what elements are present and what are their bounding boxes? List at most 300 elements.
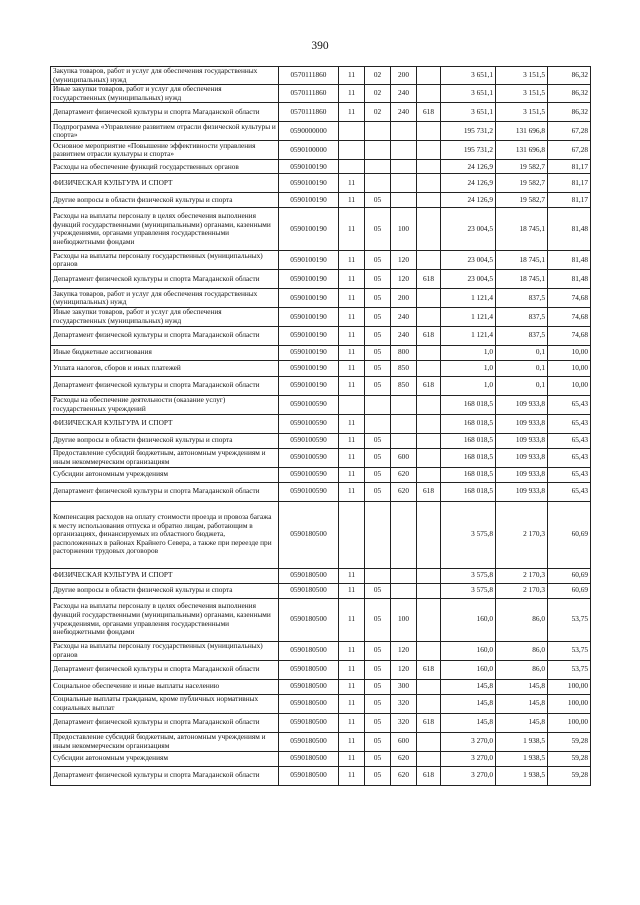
row-fact: 2 170,3 xyxy=(496,568,548,583)
row-percent: 86,32 xyxy=(548,67,591,85)
row-section: 11 xyxy=(339,467,365,482)
row-code: 0590180500 xyxy=(279,660,339,679)
table-row xyxy=(51,501,591,568)
row-name: Иные закупки товаров, работ и услуг для обеспечения государственных (муниципальных) нужд xyxy=(51,85,279,103)
row-name: Другие вопросы в области физической культуры и спорта xyxy=(51,193,279,208)
row-fact: 19 582,7 xyxy=(496,174,548,193)
row-admin-code xyxy=(417,345,441,360)
row-subsection: 05 xyxy=(365,433,391,448)
table-row xyxy=(51,766,591,785)
row-expense-type xyxy=(391,395,417,414)
row-section: 11 xyxy=(339,766,365,785)
row-percent: 65,43 xyxy=(548,414,591,433)
row-percent: 81,17 xyxy=(548,174,591,193)
row-percent: 53,75 xyxy=(548,641,591,660)
row-subsection: 05 xyxy=(365,448,391,467)
row-subsection: 05 xyxy=(365,376,391,395)
row-section: 11 xyxy=(339,345,365,360)
row-code: 0590100190 xyxy=(279,208,339,251)
row-section: 11 xyxy=(339,751,365,766)
row-expense-type: 100 xyxy=(391,598,417,641)
row-name: Департамент физической культуры и спорта Магаданской области xyxy=(51,482,279,501)
row-fact: 145,8 xyxy=(496,713,548,732)
row-section: 11 xyxy=(339,85,365,103)
row-percent: 10,00 xyxy=(548,345,591,360)
row-fact: 3 151,5 xyxy=(496,67,548,85)
row-admin-code xyxy=(417,448,441,467)
row-name: Департамент физической культуры и спорта Магаданской области xyxy=(51,270,279,289)
row-expense-type: 120 xyxy=(391,660,417,679)
table-row xyxy=(51,251,591,270)
row-admin-code: 618 xyxy=(417,660,441,679)
row-plan: 1,0 xyxy=(441,345,496,360)
row-section xyxy=(339,122,365,141)
table-row xyxy=(51,160,591,174)
row-expense-type: 620 xyxy=(391,482,417,501)
row-name: Расходы на выплаты персоналу в целях обеспечения выполнения функций государственными (муниципальными) органами, казенными учреждениями, органами управления государственными внебюджетными фондами xyxy=(51,598,279,641)
row-subsection: 05 xyxy=(365,208,391,251)
row-plan: 168 018,5 xyxy=(441,414,496,433)
row-expense-type: 320 xyxy=(391,694,417,713)
row-percent: 65,43 xyxy=(548,467,591,482)
row-section: 11 xyxy=(339,289,365,308)
row-plan: 3 270,0 xyxy=(441,732,496,751)
row-admin-code: 618 xyxy=(417,103,441,122)
row-fact: 3 151,5 xyxy=(496,103,548,122)
row-admin-code: 618 xyxy=(417,713,441,732)
row-code: 0590100000 xyxy=(279,141,339,160)
row-plan: 145,8 xyxy=(441,679,496,694)
row-subsection: 05 xyxy=(365,193,391,208)
row-admin-code: 618 xyxy=(417,270,441,289)
row-code: 0590100190 xyxy=(279,308,339,326)
row-section: 11 xyxy=(339,598,365,641)
table-row xyxy=(51,751,591,766)
row-name: Расходы на обеспечение деятельности (оказание услуг) государственных учреждений xyxy=(51,395,279,414)
row-percent: 65,43 xyxy=(548,395,591,414)
row-code: 0590100590 xyxy=(279,467,339,482)
row-name: Департамент физической культуры и спорта Магаданской области xyxy=(51,376,279,395)
row-expense-type: 120 xyxy=(391,251,417,270)
row-admin-code xyxy=(417,85,441,103)
row-code: 0590180500 xyxy=(279,713,339,732)
table-row xyxy=(51,122,591,141)
row-subsection: 05 xyxy=(365,345,391,360)
row-fact: 86,0 xyxy=(496,598,548,641)
table-row xyxy=(51,467,591,482)
row-section: 11 xyxy=(339,641,365,660)
table-row xyxy=(51,174,591,193)
row-admin-code xyxy=(417,208,441,251)
table-row xyxy=(51,376,591,395)
table-row xyxy=(51,568,591,583)
row-plan: 3 651,1 xyxy=(441,103,496,122)
row-expense-type: 850 xyxy=(391,376,417,395)
row-fact: 837,5 xyxy=(496,326,548,345)
row-name: ФИЗИЧЕСКАЯ КУЛЬТУРА И СПОРТ xyxy=(51,414,279,433)
row-percent: 81,48 xyxy=(548,270,591,289)
row-name: Иные закупки товаров, работ и услуг для обеспечения государственных (муниципальных) нужд xyxy=(51,308,279,326)
row-code: 0590000000 xyxy=(279,122,339,141)
row-section: 11 xyxy=(339,251,365,270)
row-subsection: 05 xyxy=(365,694,391,713)
row-code: 0590180500 xyxy=(279,501,339,568)
table-row xyxy=(51,713,591,732)
row-admin-code xyxy=(417,732,441,751)
row-subsection xyxy=(365,122,391,141)
row-expense-type xyxy=(391,160,417,174)
row-expense-type: 850 xyxy=(391,360,417,376)
row-plan: 168 018,5 xyxy=(441,433,496,448)
row-section: 11 xyxy=(339,376,365,395)
row-code: 0590100190 xyxy=(279,289,339,308)
row-fact: 86,0 xyxy=(496,660,548,679)
row-code: 0590100590 xyxy=(279,433,339,448)
row-expense-type: 600 xyxy=(391,448,417,467)
row-percent: 10,00 xyxy=(548,376,591,395)
row-percent: 86,32 xyxy=(548,85,591,103)
row-fact: 109 933,8 xyxy=(496,433,548,448)
row-admin-code xyxy=(417,360,441,376)
table-row xyxy=(51,448,591,467)
row-plan: 195 731,2 xyxy=(441,122,496,141)
row-fact: 109 933,8 xyxy=(496,448,548,467)
row-percent: 86,32 xyxy=(548,103,591,122)
row-fact: 837,5 xyxy=(496,308,548,326)
row-fact: 18 745,1 xyxy=(496,270,548,289)
row-fact: 1 938,5 xyxy=(496,732,548,751)
row-name: Компенсация расходов на оплату стоимости проезда и провоза багажа к месту использования отпуска и обратно лицам, работающим в организациях, финансируемых из областного бюджета, расположенных в районах Крайнего Севера, а также при переезде при расторжении трудовых договоров xyxy=(51,501,279,568)
row-plan: 1 121,4 xyxy=(441,326,496,345)
table-row xyxy=(51,395,591,414)
row-subsection: 05 xyxy=(365,467,391,482)
row-admin-code xyxy=(417,501,441,568)
row-percent: 67,28 xyxy=(548,141,591,160)
row-plan: 24 126,9 xyxy=(441,193,496,208)
row-fact: 3 151,5 xyxy=(496,85,548,103)
table-row xyxy=(51,433,591,448)
row-subsection: 02 xyxy=(365,103,391,122)
row-fact: 131 696,8 xyxy=(496,141,548,160)
row-plan: 3 575,8 xyxy=(441,568,496,583)
row-code: 0590100190 xyxy=(279,326,339,345)
row-subsection: 05 xyxy=(365,270,391,289)
row-admin-code xyxy=(417,414,441,433)
row-plan: 23 004,5 xyxy=(441,208,496,251)
row-admin-code xyxy=(417,679,441,694)
row-section: 11 xyxy=(339,568,365,583)
table-row xyxy=(51,641,591,660)
row-percent: 60,69 xyxy=(548,501,591,568)
row-fact: 109 933,8 xyxy=(496,395,548,414)
row-code: 0590100590 xyxy=(279,482,339,501)
row-expense-type xyxy=(391,122,417,141)
row-code: 0590180500 xyxy=(279,766,339,785)
row-percent: 100,00 xyxy=(548,694,591,713)
row-name: Уплата налогов, сборов и иных платежей xyxy=(51,360,279,376)
table-row xyxy=(51,345,591,360)
row-code: 0590180500 xyxy=(279,732,339,751)
row-expense-type: 120 xyxy=(391,270,417,289)
row-percent: 60,69 xyxy=(548,568,591,583)
row-subsection: 02 xyxy=(365,85,391,103)
row-section xyxy=(339,160,365,174)
table-row xyxy=(51,732,591,751)
row-section xyxy=(339,141,365,160)
row-admin-code xyxy=(417,598,441,641)
row-name: ФИЗИЧЕСКАЯ КУЛЬТУРА И СПОРТ xyxy=(51,568,279,583)
row-plan: 145,8 xyxy=(441,713,496,732)
row-percent: 81,17 xyxy=(548,160,591,174)
row-fact: 86,0 xyxy=(496,641,548,660)
row-fact: 1 938,5 xyxy=(496,766,548,785)
row-admin-code: 618 xyxy=(417,482,441,501)
row-fact: 2 170,3 xyxy=(496,583,548,598)
row-section: 11 xyxy=(339,679,365,694)
row-code: 0570111860 xyxy=(279,67,339,85)
row-subsection: 05 xyxy=(365,360,391,376)
row-name: Закупка товаров, работ и услуг для обеспечения государственных (муниципальных) нужд xyxy=(51,289,279,308)
row-name: Департамент физической культуры и спорта Магаданской области xyxy=(51,766,279,785)
row-code: 0590180500 xyxy=(279,679,339,694)
page-number: 390 xyxy=(311,40,329,52)
row-name: Расходы на выплаты персоналу государственных (муниципальных) органов xyxy=(51,251,279,270)
row-name: Субсидии автономным учреждениям xyxy=(51,467,279,482)
row-name: Субсидии автономным учреждениям xyxy=(51,751,279,766)
table-row xyxy=(51,141,591,160)
row-subsection xyxy=(365,395,391,414)
row-plan: 168 018,5 xyxy=(441,395,496,414)
row-plan: 1,0 xyxy=(441,376,496,395)
row-percent: 67,28 xyxy=(548,122,591,141)
table-row xyxy=(51,679,591,694)
row-fact: 2 170,3 xyxy=(496,501,548,568)
row-section xyxy=(339,395,365,414)
row-percent: 65,43 xyxy=(548,482,591,501)
row-section: 11 xyxy=(339,193,365,208)
table-row xyxy=(51,360,591,376)
row-section: 11 xyxy=(339,433,365,448)
row-percent: 65,43 xyxy=(548,433,591,448)
row-name: Предоставление субсидий бюджетным, автономным учреждениям и иным некоммерческим организациям xyxy=(51,448,279,467)
row-fact: 109 933,8 xyxy=(496,467,548,482)
row-name: Другие вопросы в области физической культуры и спорта xyxy=(51,583,279,598)
row-plan: 24 126,9 xyxy=(441,160,496,174)
table-row xyxy=(51,414,591,433)
table-row xyxy=(51,67,591,85)
row-admin-code xyxy=(417,141,441,160)
row-fact: 19 582,7 xyxy=(496,193,548,208)
table-row xyxy=(51,85,591,103)
row-expense-type xyxy=(391,568,417,583)
row-percent: 74,68 xyxy=(548,289,591,308)
row-section: 11 xyxy=(339,694,365,713)
row-subsection xyxy=(365,568,391,583)
row-plan: 3 575,8 xyxy=(441,501,496,568)
row-name: Расходы на выплаты персоналу в целях обеспечения выполнения функций государственными (муниципальными) органами, казенными учреждениями, органами управления государственными внебюджетными фондами xyxy=(51,208,279,251)
table-row xyxy=(51,694,591,713)
row-subsection: 05 xyxy=(365,482,391,501)
table-row xyxy=(51,270,591,289)
row-plan: 168 018,5 xyxy=(441,448,496,467)
row-expense-type: 240 xyxy=(391,85,417,103)
row-admin-code xyxy=(417,289,441,308)
row-admin-code xyxy=(417,467,441,482)
row-expense-type: 100 xyxy=(391,208,417,251)
row-fact: 18 745,1 xyxy=(496,251,548,270)
row-admin-code xyxy=(417,583,441,598)
row-plan: 145,8 xyxy=(441,694,496,713)
row-expense-type: 800 xyxy=(391,345,417,360)
row-subsection: 05 xyxy=(365,713,391,732)
row-expense-type: 620 xyxy=(391,467,417,482)
row-subsection: 05 xyxy=(365,583,391,598)
row-fact: 145,8 xyxy=(496,679,548,694)
row-admin-code xyxy=(417,568,441,583)
row-code: 0590180500 xyxy=(279,583,339,598)
row-section: 11 xyxy=(339,660,365,679)
row-plan: 3 270,0 xyxy=(441,751,496,766)
row-subsection: 05 xyxy=(365,326,391,345)
row-expense-type xyxy=(391,193,417,208)
row-expense-type: 240 xyxy=(391,308,417,326)
row-expense-type: 620 xyxy=(391,751,417,766)
row-code: 0590100190 xyxy=(279,251,339,270)
row-subsection: 05 xyxy=(365,751,391,766)
row-plan: 168 018,5 xyxy=(441,482,496,501)
row-name: ФИЗИЧЕСКАЯ КУЛЬТУРА И СПОРТ xyxy=(51,174,279,193)
row-name: Иные бюджетные ассигнования xyxy=(51,345,279,360)
table-row xyxy=(51,289,591,308)
row-subsection xyxy=(365,160,391,174)
row-name: Основное мероприятие «Повышение эффективности управления развитием отрасли культуры и спорта» xyxy=(51,141,279,160)
row-plan: 160,0 xyxy=(441,660,496,679)
row-admin-code xyxy=(417,395,441,414)
row-subsection: 05 xyxy=(365,251,391,270)
row-expense-type: 320 xyxy=(391,713,417,732)
row-code: 0590100590 xyxy=(279,448,339,467)
row-admin-code xyxy=(417,67,441,85)
row-admin-code: 618 xyxy=(417,326,441,345)
row-code: 0570111860 xyxy=(279,85,339,103)
row-code: 0570111860 xyxy=(279,103,339,122)
table-row xyxy=(51,208,591,251)
row-fact: 131 696,8 xyxy=(496,122,548,141)
row-subsection: 05 xyxy=(365,660,391,679)
table-row xyxy=(51,482,591,501)
row-code: 0590180500 xyxy=(279,751,339,766)
row-section: 11 xyxy=(339,448,365,467)
row-name: Подпрограмма «Управление развитием отрасли физической культуры и спорта» xyxy=(51,122,279,141)
row-admin-code xyxy=(417,433,441,448)
row-expense-type: 200 xyxy=(391,67,417,85)
row-admin-code xyxy=(417,160,441,174)
row-percent: 60,69 xyxy=(548,583,591,598)
row-plan: 3 651,1 xyxy=(441,67,496,85)
row-percent: 65,43 xyxy=(548,448,591,467)
row-expense-type: 200 xyxy=(391,289,417,308)
row-code: 0590100590 xyxy=(279,395,339,414)
row-expense-type xyxy=(391,414,417,433)
row-admin-code xyxy=(417,122,441,141)
row-admin-code: 618 xyxy=(417,376,441,395)
table-row xyxy=(51,193,591,208)
row-name: Закупка товаров, работ и услуг для обеспечения государственных (муниципальных) нужд xyxy=(51,67,279,85)
row-percent: 81,48 xyxy=(548,251,591,270)
row-name: Предоставление субсидий бюджетным, автономным учреждениям и иным некоммерческим организациям xyxy=(51,732,279,751)
row-expense-type xyxy=(391,433,417,448)
row-section: 11 xyxy=(339,308,365,326)
row-code: 0590100190 xyxy=(279,360,339,376)
row-expense-type xyxy=(391,583,417,598)
row-section: 11 xyxy=(339,732,365,751)
row-section: 11 xyxy=(339,270,365,289)
row-percent: 81,48 xyxy=(548,208,591,251)
row-admin-code xyxy=(417,308,441,326)
row-fact: 145,8 xyxy=(496,694,548,713)
row-subsection xyxy=(365,174,391,193)
row-admin-code xyxy=(417,751,441,766)
row-plan: 195 731,2 xyxy=(441,141,496,160)
row-fact: 109 933,8 xyxy=(496,482,548,501)
row-code: 0590100190 xyxy=(279,345,339,360)
row-fact: 1 938,5 xyxy=(496,751,548,766)
row-plan: 160,0 xyxy=(441,641,496,660)
table-row xyxy=(51,326,591,345)
row-name: Департамент физической культуры и спорта Магаданской области xyxy=(51,326,279,345)
row-code: 0590180500 xyxy=(279,641,339,660)
row-name: Расходы на обеспечение функций государственных органов xyxy=(51,160,279,174)
table-row xyxy=(51,660,591,679)
row-expense-type: 120 xyxy=(391,641,417,660)
row-subsection: 05 xyxy=(365,679,391,694)
row-subsection: 05 xyxy=(365,308,391,326)
row-fact: 18 745,1 xyxy=(496,208,548,251)
row-percent: 74,68 xyxy=(548,326,591,345)
row-plan: 1 121,4 xyxy=(441,308,496,326)
row-name: Департамент физической культуры и спорта Магаданской области xyxy=(51,103,279,122)
row-section: 11 xyxy=(339,482,365,501)
row-percent: 59,28 xyxy=(548,732,591,751)
row-percent: 81,17 xyxy=(548,193,591,208)
row-section xyxy=(339,501,365,568)
row-subsection xyxy=(365,501,391,568)
row-expense-type xyxy=(391,141,417,160)
row-code: 0590180500 xyxy=(279,568,339,583)
row-fact: 0,1 xyxy=(496,360,548,376)
row-plan: 23 004,5 xyxy=(441,251,496,270)
row-fact: 109 933,8 xyxy=(496,414,548,433)
row-section: 11 xyxy=(339,103,365,122)
row-code: 0590100190 xyxy=(279,160,339,174)
row-code: 0590180500 xyxy=(279,694,339,713)
row-subsection: 05 xyxy=(365,598,391,641)
row-name: Департамент физической культуры и спорта Магаданской области xyxy=(51,660,279,679)
row-percent: 53,75 xyxy=(548,598,591,641)
row-section: 11 xyxy=(339,583,365,598)
row-percent: 10,00 xyxy=(548,360,591,376)
row-plan: 160,0 xyxy=(441,598,496,641)
row-fact: 837,5 xyxy=(496,289,548,308)
row-percent: 100,00 xyxy=(548,679,591,694)
row-admin-code xyxy=(417,641,441,660)
row-name: Расходы на выплаты персоналу государственных (муниципальных) органов xyxy=(51,641,279,660)
row-subsection: 05 xyxy=(365,766,391,785)
row-name: Департамент физической культуры и спорта Магаданской области xyxy=(51,713,279,732)
row-subsection: 05 xyxy=(365,289,391,308)
row-admin-code xyxy=(417,251,441,270)
row-section: 11 xyxy=(339,174,365,193)
